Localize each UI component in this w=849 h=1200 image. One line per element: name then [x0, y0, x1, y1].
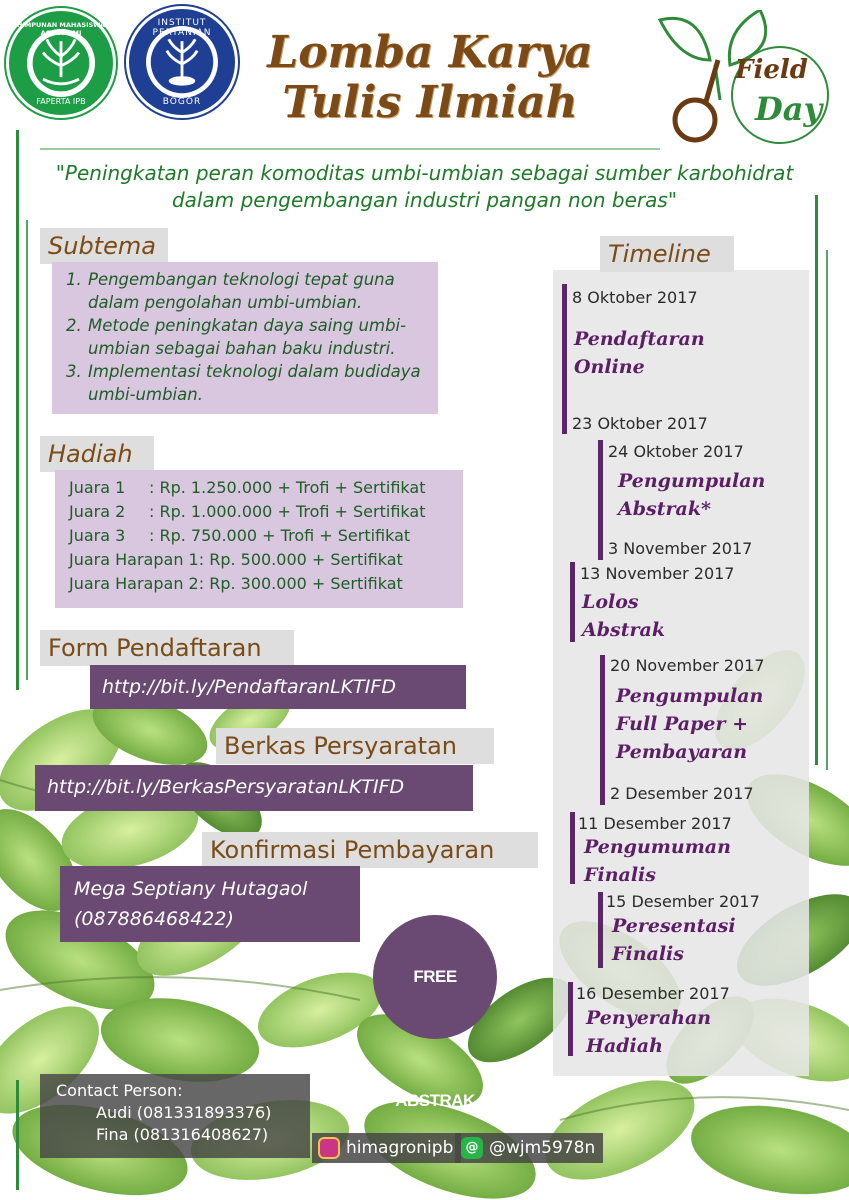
- timeline-event-line: Hadiah: [586, 1035, 663, 1057]
- contact-title: Contact Person:: [56, 1081, 183, 1100]
- contact-person-1: Audi (081331893376): [96, 1103, 272, 1122]
- page-title-line1: Lomba Karya: [267, 27, 593, 78]
- form-pendaftaran-link[interactable]: [90, 665, 466, 709]
- timeline-event-line: Full Paper +: [616, 713, 749, 735]
- timeline-event-line: Abstrak: [582, 619, 665, 641]
- competition-theme-line1: "Peningkatan peran komoditas umbi-umbian sebagai sumber karbohidrat: [55, 161, 794, 185]
- konfirmasi-phone: (087886468422): [74, 908, 234, 930]
- timeline-date: 11 Desember 2017: [578, 814, 732, 833]
- timeline-event: [616, 682, 763, 766]
- berkas-persyaratan-url[interactable]: http://bit.ly/BerkasPersyaratanLKTIFD: [47, 776, 405, 798]
- form-pendaftaran-header: Form Pendaftaran: [40, 630, 294, 666]
- subtema-item: [66, 268, 430, 314]
- instagram-handle-text[interactable]: himagronipb: [346, 1138, 454, 1158]
- subtema-item: [66, 360, 430, 406]
- competition-theme: [20, 160, 829, 214]
- timeline-date: 20 November 2017: [610, 656, 765, 675]
- timeline-event: [574, 325, 705, 381]
- subtema-item-text: Implementasi teknologi dalam budidaya: [88, 362, 421, 381]
- berkas-persyaratan-link[interactable]: [35, 765, 473, 811]
- frame-line-right-thin: [826, 250, 828, 770]
- timeline-event-line: Pengumpulan: [618, 470, 766, 492]
- timeline-event-line: Pendaftaran: [574, 328, 705, 350]
- timeline-date: 16 Desember 2017: [576, 984, 730, 1003]
- institut-pertanian-bogor-logo: [126, 6, 238, 118]
- timeline-event: [618, 467, 765, 523]
- contact-person-box: [40, 1074, 310, 1158]
- hadiah-row-label: Juara 1: [69, 478, 126, 497]
- form-pendaftaran-url[interactable]: http://bit.ly/PendaftaranLKTIFD: [102, 676, 396, 698]
- field-day-logo-word-field: Field: [735, 55, 808, 85]
- frame-line-left-bottom: [16, 1080, 19, 1190]
- timeline-header: Timeline: [600, 236, 734, 272]
- field-day-logo-word-day: Day: [755, 90, 823, 128]
- subtema-item-number: 1.: [66, 270, 82, 289]
- line-handle-text[interactable]: @wjm5978n: [489, 1138, 596, 1158]
- ipb-logo-ring-text: INSTITUT PERTANIAN: [152, 18, 212, 38]
- instagram-icon: [318, 1137, 340, 1159]
- hadiah-row-value: : Rp. 300.000 + Sertifikat: [198, 574, 403, 593]
- subtema-header: Subtema: [40, 228, 168, 264]
- konfirmasi-pembayaran-header: Konfirmasi Pembayaran: [202, 832, 538, 868]
- timeline-event-line: Peresentasi: [612, 915, 736, 937]
- subtema-box: [52, 262, 438, 414]
- subtema-item-text: umbian sebagai bahan baku industri.: [88, 339, 396, 358]
- hadiah-row: [69, 476, 455, 500]
- timeline-event-line: Finalis: [584, 864, 656, 886]
- page-title: [250, 28, 610, 128]
- instagram-handle[interactable]: [312, 1133, 461, 1163]
- hadiah-row-label: Juara 3: [69, 526, 126, 545]
- timeline-bar: [598, 892, 603, 968]
- timeline-bar: [568, 982, 573, 1056]
- subtema-item-number: 2.: [66, 316, 82, 335]
- timeline-bar: [570, 562, 575, 642]
- konfirmasi-name: Mega Septiany Hutagaol: [74, 878, 308, 900]
- hadiah-row-label: Juara 2: [69, 502, 126, 521]
- free-abstrak-badge: FREE ABSTRAK: [373, 915, 497, 1039]
- contact-person-2: Fina (081316408627): [96, 1125, 269, 1144]
- subtema-item-text: Pengembangan teknologi tepat guna: [88, 270, 395, 289]
- hadiah-row: [69, 572, 455, 596]
- timeline-event-line: Abstrak*: [618, 498, 711, 520]
- konfirmasi-pembayaran-box: [60, 866, 360, 942]
- timeline-event-line: Penyerahan: [586, 1007, 712, 1029]
- timeline-event-line: Online: [574, 356, 645, 378]
- hadiah-row: [69, 524, 455, 548]
- timeline-date: 23 Oktober 2017: [572, 414, 708, 433]
- timeline-bar: [598, 440, 603, 560]
- hadiah-row-label: Juara Harapan 1: [69, 550, 199, 569]
- hadiah-row: [69, 500, 455, 524]
- hadiah-row-value: : Rp. 1.000.000 + Trofi + Sertifikat: [149, 502, 426, 521]
- timeline-date: 3 November 2017: [608, 539, 753, 558]
- himpunan-mahasiswa-agronomi-logo: [6, 8, 116, 118]
- line-handle[interactable]: [455, 1133, 603, 1163]
- timeline-date: 24 Oktober 2017: [608, 442, 744, 461]
- timeline-event: [612, 912, 736, 968]
- frame-line-top: [40, 148, 660, 150]
- line-icon: @: [461, 1137, 483, 1159]
- subtema-item-text: umbi-umbian.: [88, 385, 203, 404]
- frame-line-left-thin: [26, 220, 28, 680]
- hadiah-row-label: Juara Harapan 2: [69, 574, 199, 593]
- hima-logo-ring-text: HIMPUNAN MAHASISWA AGRONOMI: [16, 21, 106, 37]
- hadiah-box: [55, 470, 463, 608]
- hima-logo-bottom-text: FAPERTA IPB: [36, 97, 86, 106]
- subtema-list: [52, 262, 438, 412]
- timeline-date: 15 Desember 2017: [606, 892, 760, 911]
- timeline-event-line: Pengumpulan: [616, 685, 764, 707]
- subtema-item-text: Metode peningkatan daya saing umbi-: [88, 316, 407, 335]
- page-title-line2: Tulis Ilmiah: [282, 77, 578, 128]
- timeline-event: [584, 833, 731, 889]
- timeline-bar: [562, 284, 567, 434]
- subtema-item-number: 3.: [66, 362, 82, 381]
- timeline-event-line: Pengumuman: [584, 836, 731, 858]
- subtema-item: [66, 314, 430, 360]
- timeline-date: 13 November 2017: [580, 564, 735, 583]
- hadiah-header: Hadiah: [40, 436, 154, 472]
- hadiah-row: [69, 548, 455, 572]
- hadiah-table: [55, 470, 463, 602]
- timeline-bar: [600, 655, 605, 805]
- berkas-persyaratan-header: Berkas Persyaratan: [216, 728, 494, 764]
- timeline-date: 2 Desember 2017: [610, 784, 754, 803]
- frame-line-left: [16, 130, 19, 690]
- ipb-logo-bottom-text: BOGOR: [162, 97, 202, 107]
- frame-line-right: [815, 195, 818, 765]
- competition-theme-line2: dalam pengembangan industri pangan non beras": [171, 188, 678, 212]
- timeline-event-line: Finalis: [612, 943, 684, 965]
- timeline-event: [586, 1004, 711, 1060]
- hadiah-row-value: : Rp. 500.000 + Sertifikat: [198, 550, 403, 569]
- hadiah-row-value: : Rp. 750.000 + Trofi + Sertifikat: [149, 526, 411, 545]
- subtema-item-text: dalam pengolahan umbi-umbian.: [88, 293, 363, 312]
- timeline-event: [582, 588, 665, 644]
- field-day-logo: [640, 10, 840, 150]
- timeline-date: 8 Oktober 2017: [572, 288, 698, 307]
- timeline-bar: [570, 812, 575, 884]
- timeline-event-line: Lolos: [582, 591, 639, 613]
- timeline-event-line: Pembayaran: [616, 741, 748, 763]
- hadiah-row-value: : Rp. 1.250.000 + Trofi + Sertifikat: [149, 478, 426, 497]
